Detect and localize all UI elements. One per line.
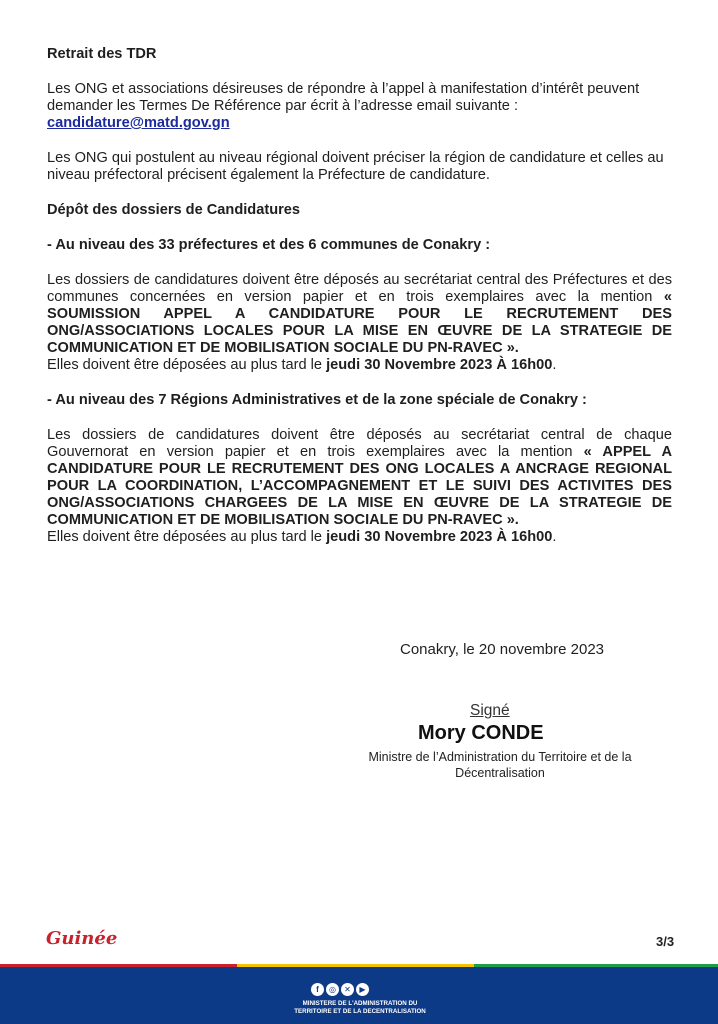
youtube-icon[interactable]: ▶: [356, 983, 369, 996]
region-heading: - Au niveau des 7 Régions Administratives et de la zone spéciale de Conakry :: [47, 392, 587, 408]
prefecture-deadline: jeudi 30 Novembre 2023 À 16h00: [326, 357, 553, 373]
guinee-logo: Guinée: [46, 928, 118, 949]
regional-text: Les ONG qui postulent au niveau régional doivent préciser la région de candidature et celles au niveau préfectoral précisent également la Préfecture de candidature.: [47, 150, 664, 183]
footer-ministry: MINISTERE DE L'ADMINISTRATION DU TERRITOIRE ET DE LA DECENTRALISATION: [294, 1000, 426, 1015]
facebook-icon[interactable]: f: [311, 983, 324, 996]
signatory-title: Ministre de l’Administration du Territoire et de la Décentralisation: [368, 750, 632, 780]
signed-label: Signé: [470, 702, 510, 719]
tdr-text: Les ONG et associations désireuses de répondre à l’appel à manifestation d’intérêt peuvent demander les Termes De Référence par écrit à l’adresse email suivante : candidature@matd.gov.gn: [47, 81, 640, 131]
tdr-heading: Retrait des TDR: [47, 46, 157, 62]
email-link[interactable]: candidature@matd.gov.gn: [47, 115, 230, 131]
document-body: [47, 46, 672, 546]
instagram-icon[interactable]: ◎: [326, 983, 339, 996]
prefecture-mention: « SOUMISSION APPEL A CANDIDATURE POUR LE RECRUTEMENT DES ONG/ASSOCIATIONS LOCALES POUR LA MISE EN ŒUVRE DE LA STRATEGIE DE COMMUNICATION ET DE MOBILISATION SOCIALE DU PN-RAVEC ».: [47, 289, 672, 356]
social-icons: [311, 983, 369, 996]
page-number: 3/3: [656, 934, 675, 949]
region-deadline: jeudi 30 Novembre 2023 À 16h00: [326, 529, 553, 545]
region-paragraph: Les dossiers de candidatures doivent être déposés au secrétariat central de chaque Gouvernorat en version papier et en trois exemplaires avec la mention « APPEL A CANDIDATURE POUR LE RECRUTEMENT DES ONG LOCALES A ANCRAGE REGIONAL POUR LA COORDINATION, L’ACCOMPAGNEMENT ET LE SUIVI DES ACTIVITES DES ONG/ASSOCIATIONS CHARGEES DE LA MISE EN ŒUVRE DE LA STRATEGIE DE COMMUNICATION ET DE MOBILISATION SOCIALE DU PN-RAVEC ». Elles doivent être déposées au plus tard le jeudi 30 Novembre 2023 À 16h00.: [47, 427, 672, 545]
prefecture-paragraph: Les dossiers de candidatures doivent être déposés au secrétariat central des Préfectures et des communes concernées en version papier et en trois exemplaires avec la mention « SOUMISSION APPEL A CANDIDATURE POUR LE RECRUTEMENT DES ONG/ASSOCIATIONS LOCALES POUR LA MISE EN ŒUVRE DE LA STRATEGIE DE COMMUNICATION ET DE MOBILISATION SOCIALE DU PN-RAVEC ». Elles doivent être déposées au plus tard le jeudi 30 Novembre 2023 À 16h00.: [47, 272, 672, 373]
date-line: Conakry, le 20 novembre 2023: [400, 641, 605, 658]
x-icon[interactable]: ✕: [341, 983, 354, 996]
depot-heading: Dépôt des dossiers de Candidatures: [47, 202, 301, 218]
region-mention: « APPEL A CANDIDATURE POUR LE RECRUTEMENT DES ONG LOCALES A ANCRAGE REGIONAL POUR LA COORDINATION, L’ACCOMPAGNEMENT ET LE SUIVI DES ACTIVITES DES ONG/ASSOCIATIONS CHARGEES DE LA MISE EN ŒUVRE DE LA STRATEGIE DE COMMUNICATION ET DE MOBILISATION SOCIALE DU PN-RAVEC ».: [47, 444, 672, 528]
signatory-name: Mory CONDE: [418, 722, 544, 744]
prefecture-heading: - Au niveau des 33 préfectures et des 6 communes de Conakry :: [47, 237, 491, 253]
